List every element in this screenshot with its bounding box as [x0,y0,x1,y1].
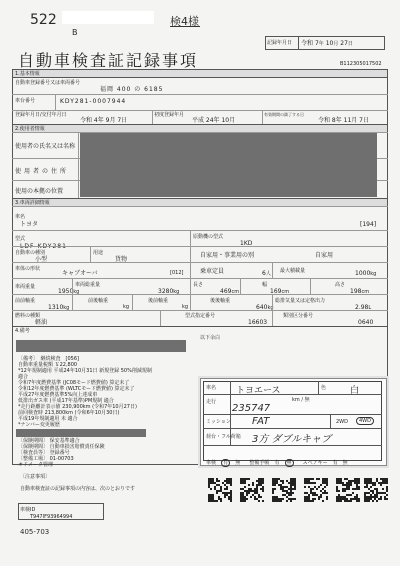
memo-color-value: 白 [350,386,360,396]
first-reg-value: 令和 4年 9月 7日 [80,117,128,124]
remark-line: 令和7年度燃費基準 (JC08モード燃費値) 算定未了 [18,380,130,386]
memo-distance-unit: km / 無 [292,397,310,403]
memo-manual-yes: 有 [274,460,280,466]
gross-weight-label: 車両総重量 [75,282,101,288]
section4-title: 4.備考 [15,328,30,334]
weight-label: 車両重量 [15,284,36,290]
front-axle-value: 1310kg [48,304,70,311]
remarks-list [18,356,203,428]
reg-number-label: 自動車登録番号又は車両番号 [15,80,81,86]
rear1-axle-unit: kg [182,304,189,310]
chassis-value: KDY281-0007944 [60,98,127,105]
section3-title: 3.車両詳細情報 [15,200,50,206]
class-number-value: 0640 [358,319,374,326]
maker-value: トヨタ [20,221,39,228]
id-value: T947IF93964994 [30,514,73,520]
memo-car-label: 車名 [206,385,217,391]
remark-line: 令和12年度燃費基準 (WLTCモード燃費値) 算定未了 [18,386,135,392]
memo-shaken-no: 無 [235,460,241,466]
rear2-axle-value: 640kg [256,304,274,311]
rear2-axle-label: 後後軸重 [210,298,231,304]
front2-axle-label: 前後軸重 [88,298,109,304]
purpose-value: 自家用 [315,252,334,259]
first-reg-label: 登録年月日/交付年月日 [15,112,67,118]
expiry-value: 令和 8年 11月 7日 [318,117,369,124]
remark-odometer: オドメータ管理 [18,462,53,468]
qr-code [304,478,328,502]
redacted-user-info [80,133,377,197]
class-number-label: 類別区分番号 [283,313,314,319]
memo-body-label: 荷台・フル荷箱 [206,434,241,440]
record-date-label: 記録年月日 [267,40,293,46]
remark-line: 〔備考〕 継続検査 [056] [18,356,79,362]
maker-label: 車名 [15,214,26,220]
memo-body-value: 3方 ダブルキャブ [252,434,332,445]
rear1-axle-label: 後前軸重 [148,298,169,304]
weight-value: 1950kg [58,288,80,295]
remark-line: 適合 [18,374,29,380]
fuel-value: 軽油 [35,319,48,326]
max-load-label: 最大積載量 [280,268,306,274]
width-value: 169cm [270,288,290,295]
engine-label: 原動機の型式 [193,234,224,240]
user-name-label: 使用者の氏名又は名称 [15,143,76,150]
qr-code [336,478,360,502]
use-label: 用途 [93,250,104,256]
memo-sparekey-label: スペアキー [302,460,328,466]
shape-label: 車体の形状 [15,266,41,272]
handwritten-number: 522 [30,12,57,28]
remark-line: 〔検査員等〕 登録番号 [18,450,70,456]
remark-line: *ナンバー変更履歴 [18,422,60,428]
remark-line: 前回検査時 213,800km (令和6年10月30日) [18,410,120,416]
expiry-label: 有効期間の満了する日 [264,112,304,117]
handwritten-kanji: 検4様 [170,15,199,28]
remark-line: 〔保険期間〕 保安基準適合 [18,438,80,444]
displacement-value: 2.98L [355,304,372,311]
remark-line: 平成19年規制適用 未 適合 [18,416,78,422]
front2-axle-unit: kg [123,304,130,310]
remark-line: *走行距離計表示値 230,900km (令和7年10月27日) [18,404,137,410]
attention-title: 〔注意事項〕 [20,474,51,480]
memo-shaken-yes: 有 [223,460,229,466]
qr-code [208,478,232,502]
memo-drive-4wd: 4WD [356,417,374,425]
section1-title: 1.基本情報 [15,71,40,77]
model-label: 型式 [15,236,26,242]
memo-shaken-label: 車検 [206,460,217,466]
redaction-whiteout-top [62,11,154,24]
use-value: 貨物 [115,256,128,263]
chassis-label: 車台番号 [15,98,36,104]
footer-handwritten: 405-703 [20,528,50,536]
handwritten-letter: B [72,28,78,37]
length-label: 長さ [193,282,204,288]
remark-line: 〔保険期間〕 自動車損害賠償責任保険 [18,444,105,450]
section2-title: 2.使用者情報 [15,126,45,132]
length-value: 469cm [220,288,240,295]
memo-manual-label: 整備手帳 [249,460,270,466]
model-value: LDF-KDY281 [20,243,67,250]
redacted-history [16,429,146,437]
shape-value: キャブオーバ [62,270,98,277]
memo-drive-2wd: 2WD [336,419,348,425]
remarks-bottom-list [18,438,203,462]
base-location-label: 使用の本拠の位置 [15,188,64,195]
purpose-label: 自家用・事業用の別 [200,252,255,259]
height-value: 198cm [350,288,370,295]
remark-line: *12年規制適用 平成24年10月31日 新規登録 50%削減規制 [18,368,152,374]
spec-number-label: 型式指定番号 [185,313,216,319]
memo-sparekey-no: 無 [342,460,348,466]
qr-code [364,478,388,502]
user-address-label: 使用者の住所 [15,168,70,175]
capacity-label: 乗車定員 [200,268,225,275]
memo-distance-label: 走行 [206,399,217,405]
remark-line: 平成27年度燃費基準5%向上達成車 [18,392,98,398]
document-number: B112305017502 [340,61,382,67]
memo-sparekey-yes: 有 [332,460,338,466]
attention-text: 自動車検査証の記録事項の内容は、次のとおりです [20,486,136,492]
memo-manual-no: 無 [286,460,292,466]
qr-code-row [208,478,388,504]
maker-code: [194] [360,221,377,228]
handwritten-underline [170,26,200,27]
remark-line: 低排出ガス車 (平成17年基準)PM規制 適合 [18,398,114,404]
displacement-label: 総排気量又は定格出力 [275,298,326,304]
remarks-continued: 以下余白 [200,335,221,341]
vehicle-type-label: 自動車の種別 [15,250,46,256]
max-load-value: 1000kg [355,270,377,277]
remark-line: 〔整備工場〕 01-00703 [18,456,74,462]
reg-number-value: 福岡 400 の 6185 [100,86,164,93]
document-title: 自動車検査証記録事項 [18,51,199,70]
front-axle-label: 前前軸重 [15,298,36,304]
width-label: 幅 [262,282,268,288]
memo-distance-value: 235747 [232,403,271,414]
first-year-value: 平成 24年 10月 [192,117,236,124]
height-label: 高さ [335,282,346,288]
gross-weight-value: 3280kg [158,288,180,295]
redacted-remark [16,340,186,352]
id-label: 車検ID [20,507,36,513]
shape-code: [012] [170,270,184,276]
engine-value: 1KD [240,240,253,247]
capacity-value: 6人 [262,270,271,277]
first-year-label: 初度登録年月 [154,112,185,118]
spec-number-value: 16603 [248,319,268,326]
record-date-value: 令和 7年 10月 27日 [301,40,353,47]
remark-line: 自動車重量税額 ￥22,800 [18,362,78,368]
memo-checks-row [206,449,382,468]
fuel-label: 燃料の種類 [15,313,41,319]
qr-code [240,478,264,502]
memo-car-value: トヨエース [236,386,281,396]
memo-mission-value: FAT [252,416,270,427]
qr-code [272,478,296,502]
memo-mission-label: ミッション [206,419,231,425]
vehicle-type-value: 小型 [35,256,48,263]
memo-color-label: 色 [321,385,327,391]
